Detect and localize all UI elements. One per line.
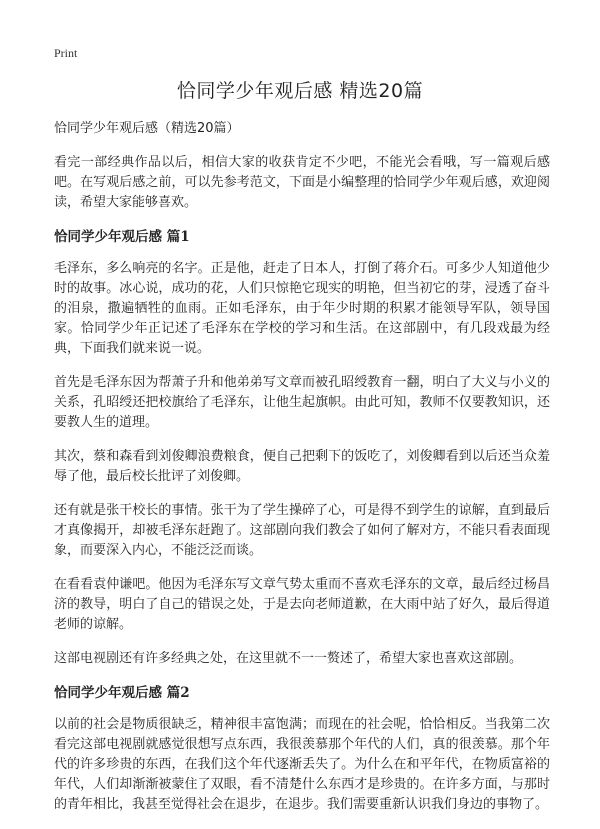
paragraph: 其次，蔡和森看到刘俊卿浪费粮食，便自己把剩下的饭吃了，刘俊卿看到以后还当众羞辱了他，最后校长批评了刘俊卿。 bbox=[54, 449, 550, 484]
paragraph: 这部电视剧还有许多经典之处，在这里就不一一赘述了，希望大家也喜欢这部剧。 bbox=[54, 651, 523, 666]
paragraph: 首先是毛泽东因为帮萧子升和他弟弟写文章而被孔昭绶教育一翻，明白了大义与小义的关系，孔昭绶还把校旗给了毛泽东，让他生起旗帜。由此可知，教师不仅要教知识，还要教人生的道理。 bbox=[54, 375, 550, 430]
intro-paragraph: 看完一部经典作品以后，相信大家的收获肯定不少吧，不能光会看哦，写一篇观后感吧。在写观后感之前，可以先参考范文，下面是小编整理的恰同学少年观后感，欢迎阅读，希望大家能够喜欢。 bbox=[54, 155, 550, 210]
page-title: 恰同学少年观后感 精选20篇 bbox=[176, 80, 424, 102]
paragraph: 以前的社会是物质很缺乏，精神很丰富饱满；而现在的社会呢，恰恰相反。当我第二次看完这部电视剧就感觉很想写点东西，我很羡慕那个年代的人们，真的很羡慕。那个年代的许多珍贵的东西，在我们这个年代逐渐丢失了。为什么在和平年代，在物质富裕的年代，人们却渐渐被蒙住了双眼，看不清楚什么东西才是珍贵的。在许多方面，与那时的青年相比，我甚至觉得社会在退步，在退步。我们需要重新认识我们身边的事物了。 bbox=[54, 717, 550, 812]
paragraph: 在看看袁仲谦吧。他因为毛泽东写文章气势太重而不喜欢毛泽东的文章，最后经过杨昌济的教导，明白了自己的错误之处，于是去向老师道歉，在大雨中站了好久，最后得道老师的谅解。 bbox=[54, 577, 550, 632]
paragraph: 毛泽东，多么响亮的名字。正是他，赶走了日本人，打倒了蒋介石。可多少人知道他少时的故事。冰心说，成功的花，人们只惊艳它现实的明艳，但当初它的芽，浸透了奋斗的泪泉，撒遍牺牲的血雨。正如毛泽东，由于年少时期的积累才能领导军队，领导国家。恰同学少年正记述了毛泽东在学校的学习和生活。在这部剧中，有几段戏最为经典，下面我们就来说一说。 bbox=[54, 261, 550, 356]
section-heading: 恰同学少年观后感 篇1 bbox=[54, 229, 190, 245]
document-body bbox=[54, 119, 550, 829]
paragraph: 还有就是张干校长的事情。张干为了学生操碎了心，可是得不到学生的谅解，直到最后才真像揭开，却被毛泽东赶跑了。这部剧向我们教会了如何了解对方，不能只看表面现象，而要深入内心，不能泛泛而谈。 bbox=[54, 503, 550, 558]
section-heading: 恰同学少年观后感 篇2 bbox=[54, 685, 190, 701]
print-label: Print bbox=[54, 46, 78, 60]
document-subtitle: 恰同学少年观后感（精选20篇） bbox=[54, 121, 240, 136]
